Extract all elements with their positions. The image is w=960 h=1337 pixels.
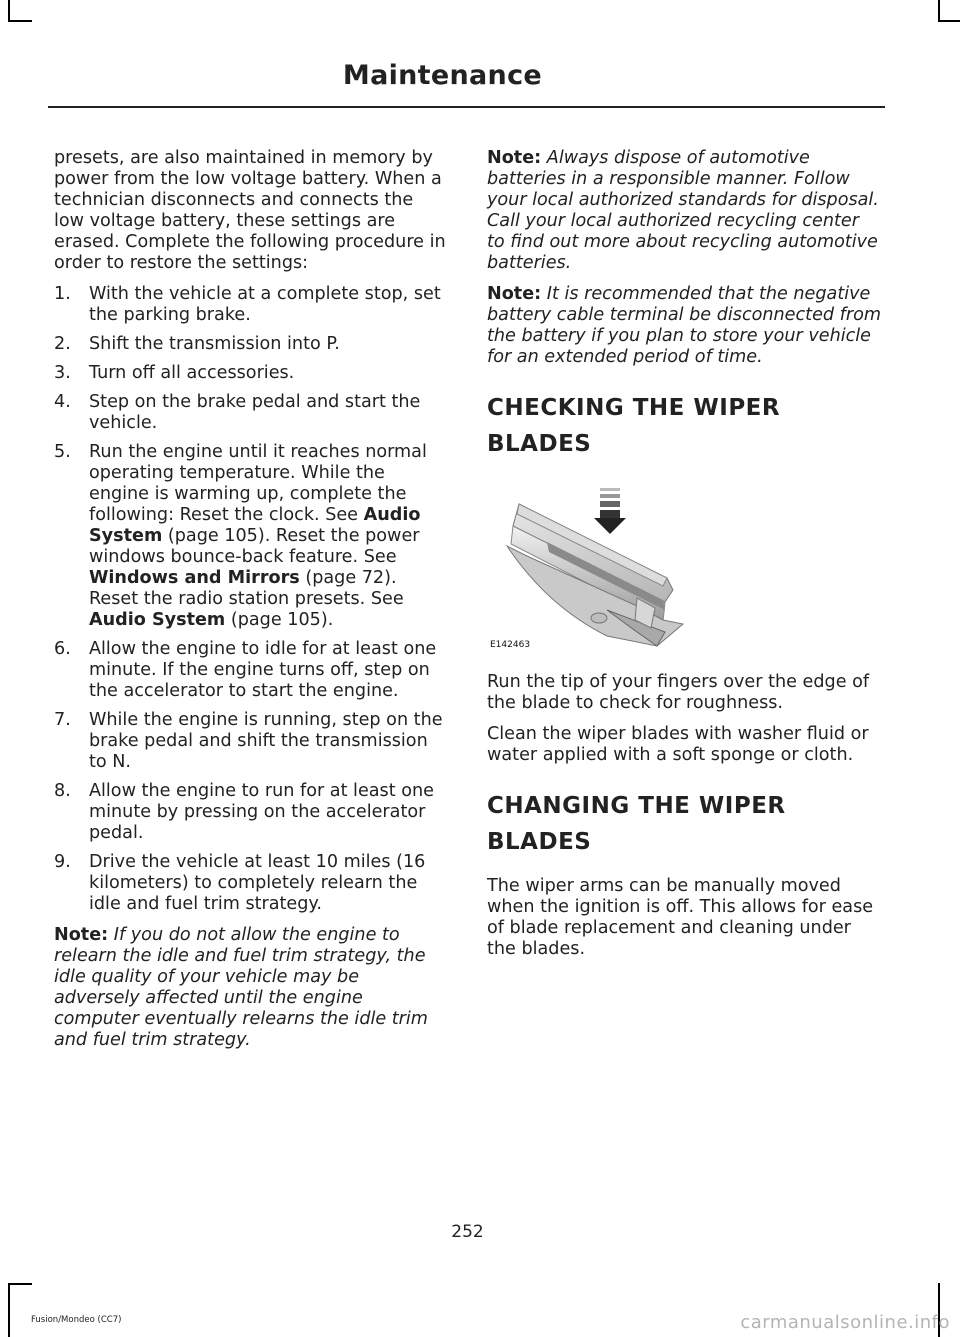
battery-storage-note (487, 284, 881, 368)
crop-mark (938, 0, 940, 22)
step-text: Allow the engine to run for at least one minute by pressing on the accelerator pedal. (89, 781, 434, 843)
note-label: Note: (487, 148, 542, 168)
list-item (54, 852, 448, 915)
watermark: carmanualsonline.info (740, 1312, 950, 1333)
heading-line: CHECKING THE WIPER (487, 395, 781, 421)
step-number: 7. (54, 710, 71, 730)
wiper-blade-illustration (487, 486, 699, 658)
list-item (54, 334, 448, 355)
list-item (54, 363, 448, 384)
step-text: While the engine is running, step on the brake pedal and shift the transmission to N. (89, 710, 443, 772)
step-number: 8. (54, 781, 71, 801)
check-paragraph-2: Clean the wiper blades with washer fluid or water applied with a soft sponge or cloth. (487, 724, 869, 765)
step-number: 2. (54, 334, 71, 354)
crop-mark (8, 1283, 10, 1337)
crop-mark (8, 0, 10, 22)
step-text: Step on the brake pedal and start the vehicle. (89, 392, 421, 433)
figure-code: E142463 (490, 640, 531, 650)
step-text: With the vehicle at a complete stop, set the parking brake. (89, 284, 441, 325)
step-number: 3. (54, 363, 71, 383)
intro-paragraph: presets, are also maintained in memory by power from the low voltage battery. When a technician disconnects and connects the low voltage battery, these settings are erased. Complete the following procedure in order to restore the settings: (54, 148, 446, 273)
note-text: Always dispose of automotive batteries in a responsible manner. Follow your local authorized standards for disposal. Call your local authorized recycling center to find out more about recycling automotive batteries. (487, 148, 879, 273)
step-text: Drive the vehicle at least 10 miles (16 kilometers) to completely relearn the idle and fuel trim strategy. (89, 852, 426, 914)
crop-mark (8, 20, 32, 22)
section-heading-checking (487, 390, 881, 462)
crop-mark (8, 1283, 32, 1285)
change-paragraph-1: The wiper arms can be manually moved when the ignition is off. This allows for ease of blade replacement and cleaning under the blades. (487, 876, 874, 959)
list-item (54, 442, 448, 631)
step-number: 9. (54, 852, 71, 872)
page-ref-text: (page 72). Reset the radio station presets. See (89, 568, 404, 609)
step-number: 6. (54, 639, 71, 659)
crop-mark (938, 20, 960, 22)
step-number: 1. (54, 284, 71, 304)
check-paragraph-1: Run the tip of your fingers over the edge of the blade to check for roughness. (487, 672, 870, 713)
step-text: Turn off all accessories. (89, 363, 295, 383)
relearn-note (54, 925, 448, 1051)
heading-line: BLADES (487, 431, 592, 457)
page-title: Maintenance (342, 60, 542, 91)
windows-and-mirrors-link[interactable]: Windows and Mirrors (89, 568, 300, 588)
procedure-list (54, 284, 448, 915)
header-rule (48, 106, 885, 108)
step-number: 5. (54, 442, 71, 462)
footer-model: Fusion/Mondeo (CC7) (31, 1315, 122, 1325)
note-text: If you do not allow the engine to relearn the idle and fuel trim strategy, the idle quality of your vehicle may be adversely affected until the engine computer eventually relearns the idle trim and fuel trim strategy. (54, 925, 428, 1050)
list-item (54, 639, 448, 702)
note-label: Note: (54, 925, 109, 945)
list-item (54, 284, 448, 326)
audio-system-link[interactable]: Audio System (89, 505, 421, 546)
heading-line: CHANGING THE WIPER (487, 793, 786, 819)
note-text: It is recommended that the negative battery cable terminal be disconnected from the battery if you plan to store your vehicle for an extended period of time. (487, 284, 881, 367)
left-column (54, 148, 448, 1061)
list-item (54, 781, 448, 844)
heading-line: BLADES (487, 829, 592, 855)
section-heading-changing (487, 788, 881, 860)
step-number: 4. (54, 392, 71, 412)
step-text: Allow the engine to idle for at least one minute. If the engine turns off, step on the accelerator to start the engine. (89, 639, 437, 701)
note-label: Note: (487, 284, 542, 304)
page-number: 252 (451, 1222, 484, 1242)
header-title-wrap (0, 60, 935, 91)
page-ref-text: (page 105). Reset the power windows bounce-back feature. See (89, 526, 420, 567)
step-text: Run the engine until it reaches normal operating temperature. While the engine is warming up, complete the following: Reset the clock. See (89, 442, 427, 525)
battery-disposal-note (487, 148, 881, 274)
right-column (487, 148, 881, 970)
wiper-blade-icon (487, 486, 699, 658)
audio-system-link-2[interactable]: Audio System (89, 610, 226, 630)
page-ref-text: (page 105). (225, 610, 334, 630)
step-text: Shift the transmission into P. (89, 334, 340, 354)
list-item (54, 710, 448, 773)
list-item (54, 392, 448, 434)
